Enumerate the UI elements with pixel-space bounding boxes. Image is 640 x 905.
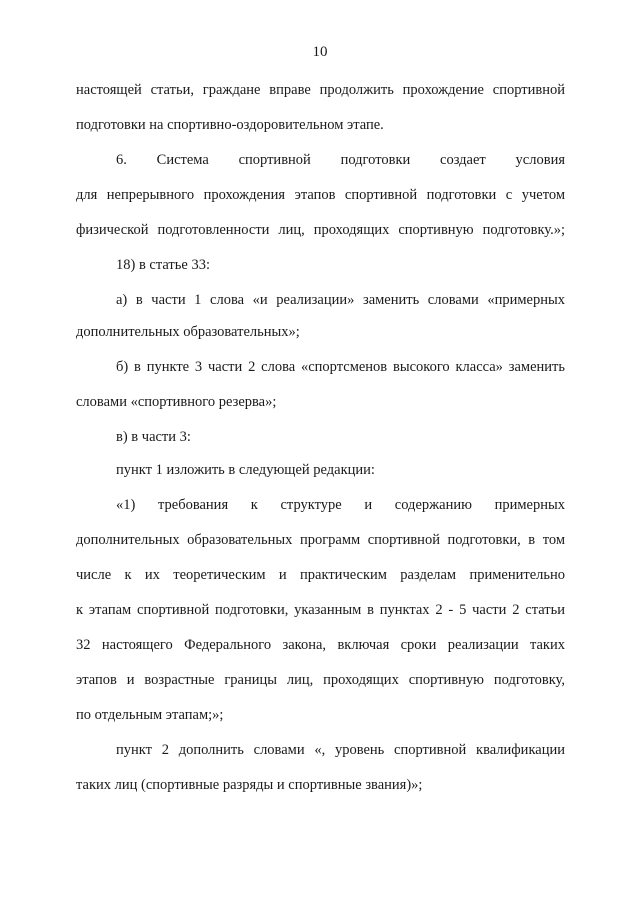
- text-line: числе к их теоретическим и практическим разделам применительно: [76, 567, 565, 583]
- text-line: пункт 1 изложить в следующей редакции:: [116, 462, 375, 478]
- text-line: 6. Система спортивной подготовки создает условия: [116, 152, 565, 168]
- text-line: а) в части 1 слова «и реализации» заменить словами «примерных: [116, 292, 565, 308]
- text-line: 18) в статье 33:: [116, 257, 210, 273]
- text-line: словами «спортивного резерва»;: [76, 394, 277, 410]
- text-line: по отдельным этапам;»;: [76, 707, 224, 723]
- page-number: 10: [312, 44, 328, 60]
- text-line: пункт 2 дополнить словами «, уровень спортивной квалификации: [116, 742, 565, 758]
- text-line: этапов и возрастные границы лиц, проходящих спортивную подготовку,: [76, 672, 565, 688]
- text-line: таких лиц (спортивные разряды и спортивные звания)»;: [76, 777, 423, 793]
- text-line: физической подготовленности лиц, проходящих спортивную подготовку.»;: [76, 222, 565, 238]
- text-line: для непрерывного прохождения этапов спортивной подготовки с учетом: [76, 187, 565, 203]
- text-line: 32 настоящего Федерального закона, включая сроки реализации таких: [76, 637, 565, 653]
- text-line: дополнительных образовательных программ спортивной подготовки, в том: [76, 532, 565, 548]
- text-line: в) в части 3:: [116, 429, 191, 445]
- text-line: настоящей статьи, граждане вправе продолжить прохождение спортивной: [76, 82, 565, 98]
- text-line: «1) требования к структуре и содержанию примерных: [116, 497, 565, 513]
- text-line: б) в пункте 3 части 2 слова «спортсменов высокого класса» заменить: [116, 359, 565, 375]
- text-line: подготовки на спортивно-оздоровительном этапе.: [76, 117, 384, 133]
- text-line: к этапам спортивной подготовки, указанным в пунктах 2 - 5 части 2 статьи: [76, 602, 565, 618]
- text-line: дополнительных образовательных»;: [76, 324, 300, 340]
